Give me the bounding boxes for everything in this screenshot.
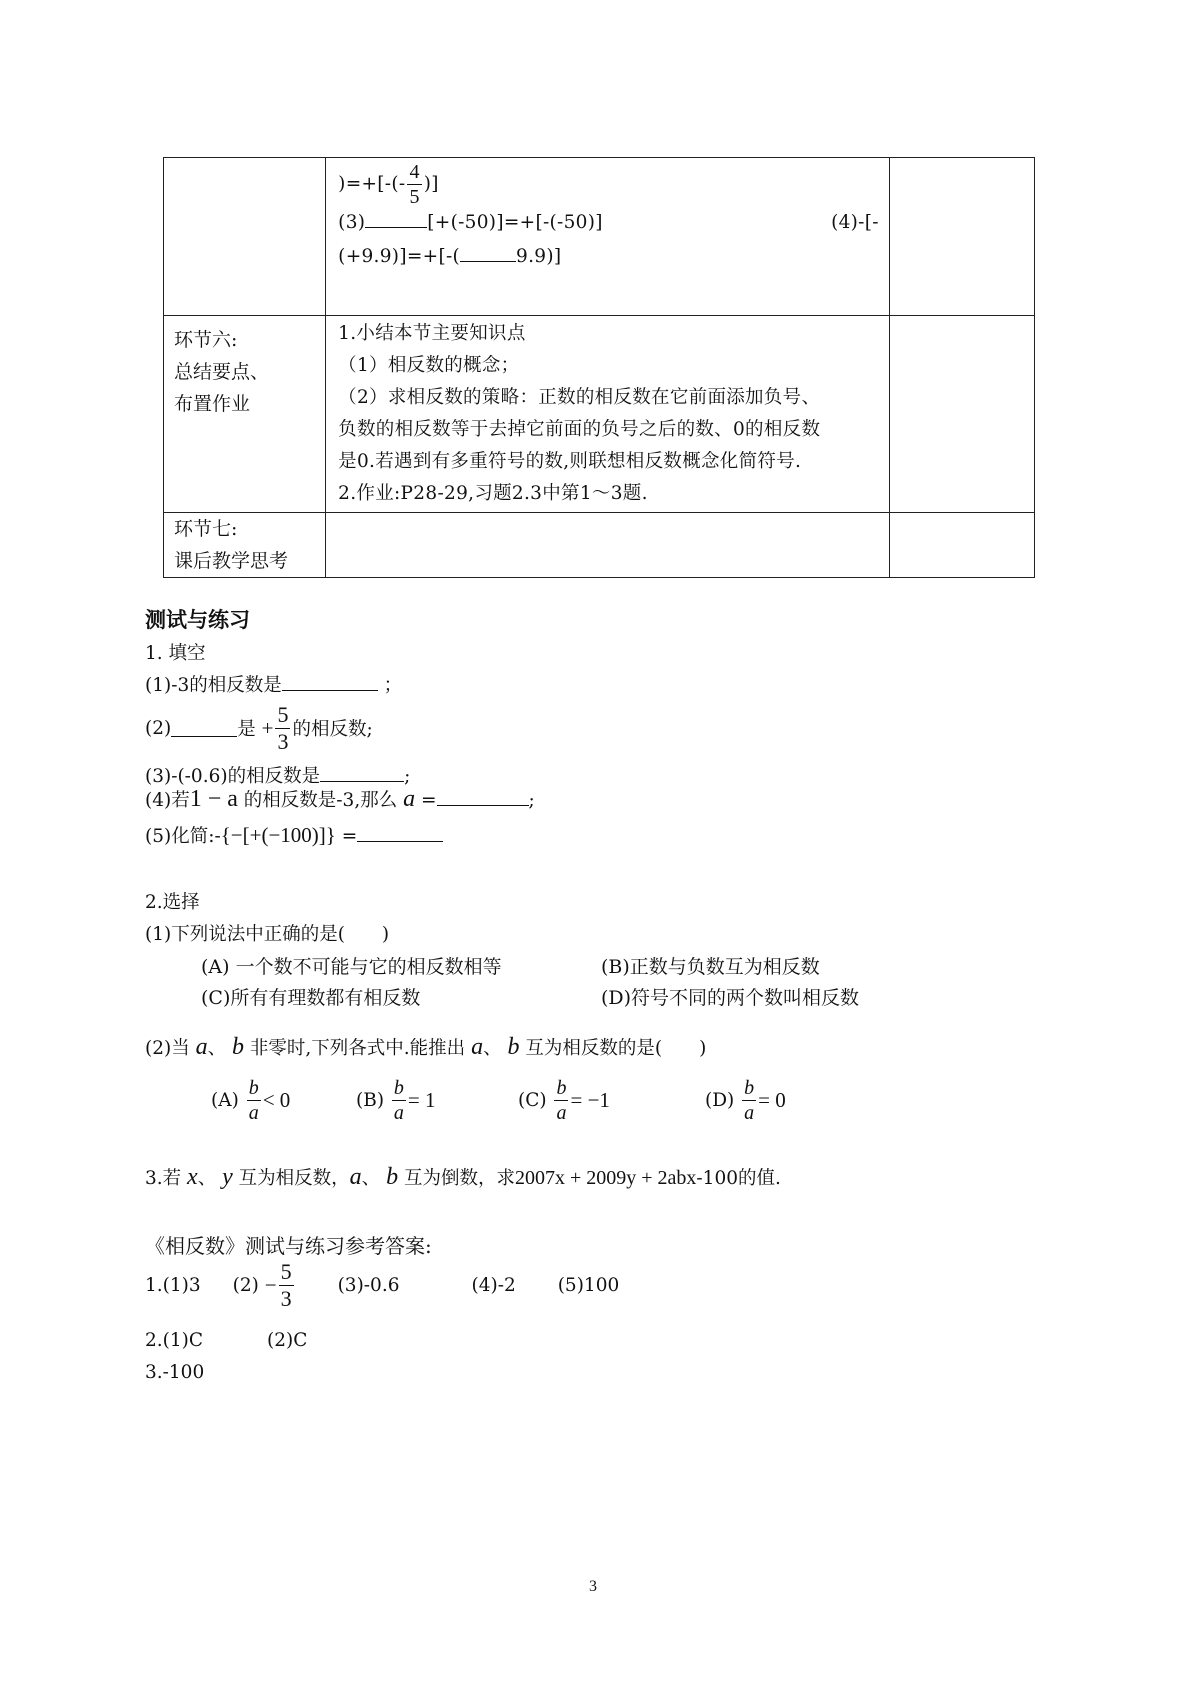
content-line: 1.小结本节主要知识点 — [338, 323, 526, 344]
text: (2) — [232, 1274, 259, 1296]
answer-blank — [365, 210, 427, 228]
math-expression: = 0 — [758, 1087, 786, 1112]
fraction: $\frac{5}{3}$ — [277, 701, 289, 754]
text: (2)当 — [145, 1038, 190, 1059]
math-variable: a — [195, 1034, 208, 1060]
text: (5)化简:- — [145, 826, 221, 847]
item-label: (3) — [338, 212, 366, 233]
stage-cell — [164, 513, 326, 578]
content-line: （2）求相反数的策略：正数的相反数在它前面添加负号、 — [338, 387, 821, 408]
question-item — [145, 822, 443, 848]
answer-blank — [460, 244, 516, 262]
question-heading: 1. 填空 — [145, 643, 206, 664]
question-item — [145, 762, 410, 788]
text: 互为相反数， — [238, 1168, 350, 1189]
lesson-plan-table — [163, 157, 1035, 578]
answer-line — [145, 1258, 619, 1312]
text: -100的值. — [696, 1168, 781, 1189]
content-cell — [326, 316, 890, 513]
answer-blank — [437, 788, 529, 806]
text: (4)若 — [145, 790, 190, 811]
math-variable: b — [232, 1034, 245, 1060]
choice-option — [705, 1075, 786, 1125]
choice-option: (A) 一个数不可能与它的相反数相等 — [201, 956, 502, 978]
notes-cell — [889, 158, 1034, 316]
math-expression: = −1 — [570, 1087, 610, 1112]
answer-blank — [320, 764, 404, 782]
table-row — [164, 158, 1035, 316]
text: 的相反数是-3,那么 — [243, 790, 398, 811]
stage-cell — [164, 158, 326, 316]
text: 、 — [197, 1168, 217, 1189]
section-title: 测试与练习 — [145, 609, 250, 632]
fraction: $\frac{b}{a}$ — [248, 1076, 259, 1124]
math-expression: 1 − a — [189, 786, 238, 812]
math-variable: b — [386, 1164, 399, 1190]
math-variable: a — [349, 1164, 362, 1190]
text: (B) — [356, 1089, 385, 1111]
content-cell — [326, 158, 890, 316]
answer-blank — [171, 719, 237, 737]
math-expression: {−[+(−100)]} — [220, 823, 336, 847]
math-variable: a — [403, 786, 416, 812]
text: 的相反数; — [292, 719, 373, 740]
choice-option — [518, 1075, 610, 1125]
text: (D) — [705, 1089, 735, 1111]
text: (5)100 — [557, 1274, 620, 1296]
answers-title: 《相反数》测试与练习参考答案: — [145, 1234, 432, 1258]
fraction: $\frac{5}{3}$ — [280, 1258, 292, 1311]
content-line: 2.作业:P28-29,习题2.3中第1～3题. — [338, 483, 648, 504]
math-expression: = 1 — [407, 1087, 436, 1112]
question-item — [145, 671, 402, 697]
math-variable: y — [222, 1164, 233, 1190]
table-row — [164, 316, 1035, 513]
content-line: （1）相反数的概念； — [338, 355, 520, 376]
stage-label: 布置作业 — [174, 393, 251, 415]
text: (+9.9)]=+[-( — [338, 246, 461, 267]
text: (A) — [211, 1089, 239, 1111]
text: (3)-(-0.6)的相反数是 — [145, 766, 321, 787]
text: 1.(1)3 — [145, 1274, 201, 1296]
text: (2)C — [267, 1330, 308, 1351]
fraction: $\frac{b}{a}$ — [556, 1076, 567, 1124]
text: 是 — [237, 719, 256, 740]
choice-option: (B)正数与负数互为相反数 — [601, 956, 820, 978]
stage-label: 课后教学思考 — [174, 550, 289, 572]
content-line: 负数的相反数等于去掉它前面的负号之后的数、0的相反数 — [338, 419, 821, 440]
math-variable: x — [187, 1164, 198, 1190]
notes-cell — [889, 316, 1034, 513]
table-row — [164, 513, 1035, 578]
text: = — [420, 790, 437, 811]
page-number: 3 — [589, 1578, 597, 1595]
question-item — [145, 702, 373, 754]
question-item: (1)下列说法中正确的是( ) — [145, 924, 390, 945]
text: 互为倒数，求 — [403, 1168, 515, 1189]
answer-blank — [357, 824, 443, 842]
text: ; — [528, 790, 535, 811]
text: (3)-0.6 — [337, 1274, 400, 1296]
fraction: $\frac{b}{a}$ — [744, 1076, 755, 1124]
fraction: $\frac{b}{a}$ — [393, 1076, 404, 1124]
text: ； — [383, 675, 403, 696]
answer-line — [145, 1330, 307, 1351]
text: 、 — [207, 1038, 227, 1059]
choice-option — [211, 1075, 290, 1125]
text: 、 — [483, 1038, 502, 1059]
text: (1)-3的相反数是 — [145, 675, 282, 696]
choice-option: (D)符号不同的两个数叫相反数 — [601, 987, 860, 1009]
content-line: 是0.若遇到有多重符号的数,则联想相反数概念化简符号. — [338, 451, 802, 472]
text: 2.(1)C — [145, 1330, 204, 1351]
choice-option: (C)所有有理数都有相反数 — [201, 987, 421, 1009]
choice-option — [356, 1075, 436, 1125]
plus-sign: + — [261, 715, 274, 740]
math-expression: 2007x + 2009y + 2abx — [514, 1167, 697, 1189]
text: = — [341, 826, 358, 847]
question-item — [145, 1164, 781, 1191]
text: 非零时,下列各式中.能推出 — [249, 1038, 466, 1059]
content-line — [338, 207, 879, 241]
math-expression: < 0 — [262, 1087, 291, 1112]
content-line — [338, 241, 879, 273]
question-heading: 2.选择 — [145, 892, 200, 913]
answer-line: 3.-100 — [145, 1362, 205, 1383]
text: 互为相反数的是( ) — [525, 1038, 707, 1059]
question-item — [145, 1034, 706, 1061]
text: ; — [404, 766, 411, 787]
notes-cell — [889, 513, 1034, 578]
minus-sign: − — [264, 1272, 277, 1297]
content-cell — [326, 513, 890, 578]
text: )] — [423, 173, 439, 195]
text: 3.若 — [145, 1168, 182, 1189]
math-variable: a — [471, 1034, 484, 1060]
text: (C) — [518, 1089, 547, 1111]
text: (4)-2 — [471, 1274, 516, 1296]
text: 9.9)] — [516, 246, 562, 267]
stage-label: 环节六: — [174, 329, 238, 351]
stage-label: 总结要点、 — [174, 361, 270, 383]
content-line — [338, 162, 879, 207]
item-label: (4)-[- — [831, 212, 879, 233]
question-item — [145, 786, 535, 813]
text: [+(-50)]=+[-(-50)] — [427, 212, 603, 233]
text: 、 — [361, 1168, 381, 1189]
stage-cell — [164, 316, 326, 513]
math-variable: b — [507, 1034, 520, 1060]
fraction: $\frac{4}{5}$ — [409, 161, 420, 208]
stage-label: 环节七: — [174, 518, 238, 540]
answer-blank — [282, 673, 378, 691]
text: )=+[-(- — [338, 173, 406, 195]
text: (2) — [145, 717, 172, 739]
